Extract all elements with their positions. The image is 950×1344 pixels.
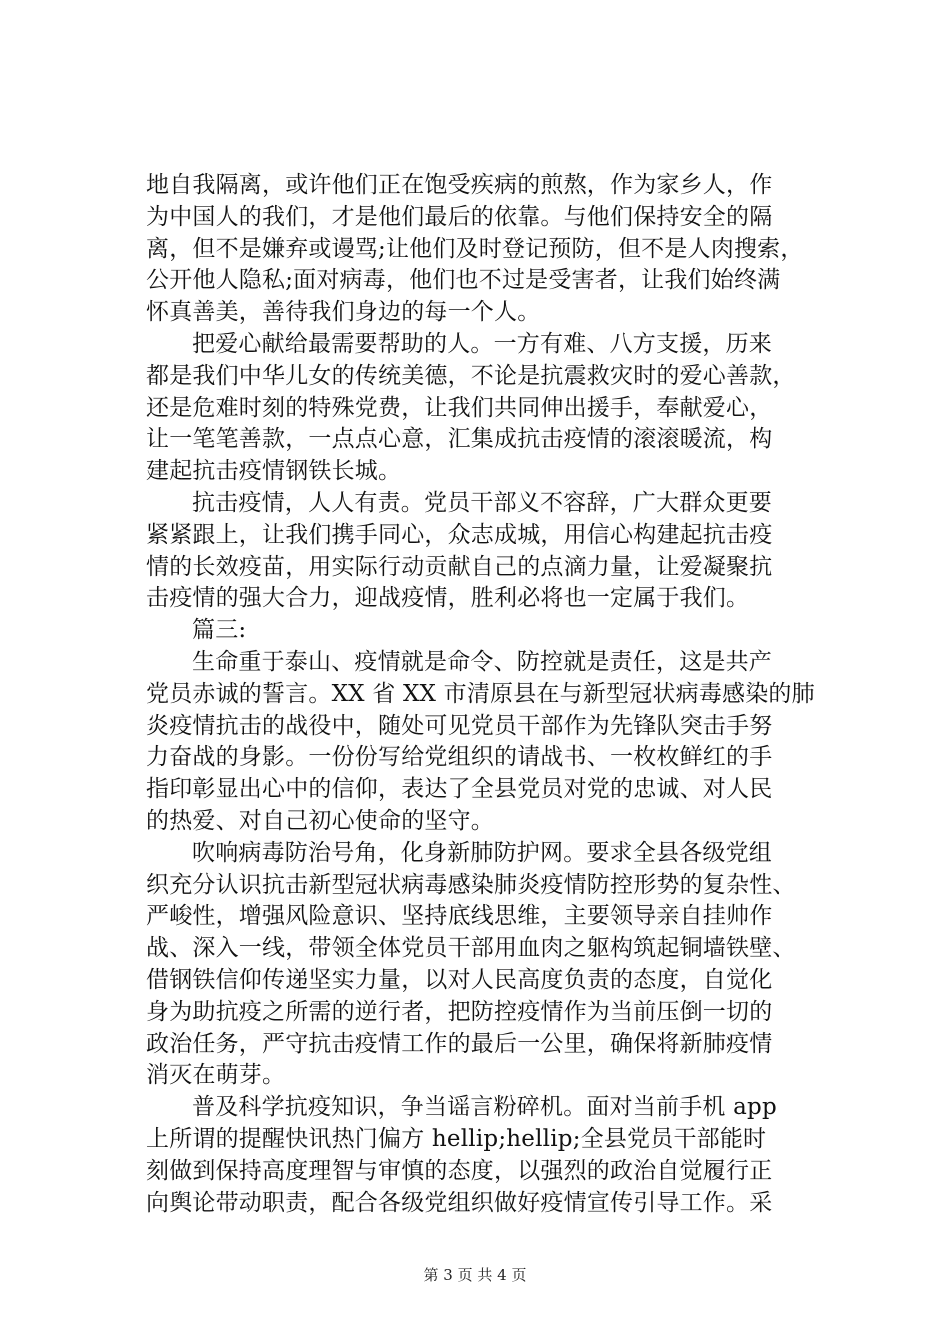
text-line: 生命重于泰山、疫情就是命令、防控就是责任，这是共产: [192, 648, 772, 675]
text-line: 借钢铁信仰传递坚实力量，以对人民高度负责的态度，自觉化: [146, 966, 773, 993]
text-line: 篇三:: [192, 617, 247, 644]
text-line: 把爱心献给最需要帮助的人。一方有难、八方支援，历来: [192, 330, 772, 357]
text-line: 织充分认识抗击新型冠状病毒感染肺炎疫情防控形势的复杂性、: [146, 871, 796, 898]
text-line: 炎疫情抗击的战役中，随处可见党员干部作为先锋队突击手努: [146, 712, 773, 739]
text-line: 让一笔笔善款，一点点心意，汇集成抗击疫情的滚滚暖流，构: [146, 426, 773, 453]
text-line: 向舆论带动职责，配合各级党组织做好疫情宣传引导工作。采: [146, 1189, 773, 1216]
text-line: 抗击疫情，人人有责。党员干部义不容辞，广大群众更要: [192, 489, 772, 516]
text-line: 离，但不是嫌弃或谩骂;让他们及时登记预防，但不是人肉搜索，: [146, 235, 804, 262]
text-line: 都是我们中华儿女的传统美德，不论是抗震救灾时的爱心善款，: [146, 362, 796, 389]
text-line: 政治任务，严守抗击疫情工作的最后一公里，确保将新肺疫情: [146, 1030, 773, 1057]
text-line: 怀真善美，善待我们身边的每一个人。: [146, 299, 541, 326]
document-body: [146, 170, 826, 1219]
text-line: 公开他人隐私;面对病毒，他们也不过是受害者，让我们始终满: [146, 267, 781, 294]
text-line: 党员赤诚的誓言。XX 省 XX 市清原县在与新型冠状病毒感染的肺: [146, 680, 815, 707]
text-line: 的热爱、对自己初心使命的坚守。: [146, 807, 494, 834]
text-line: 击疫情的强大合力，迎战疫情，胜利必将也一定属于我们。: [146, 585, 750, 612]
text-line: 严峻性，增强风险意识、坚持底线思维，主要领导亲自挂帅作: [146, 903, 773, 930]
text-line: 普及科学抗疫知识，争当谣言粉碎机。面对当前手机 app: [192, 1094, 777, 1121]
text-line: 指印彰显出心中的信仰，表达了全县党员对党的忠诚、对人民: [146, 776, 773, 803]
text-line: 紧紧跟上，让我们携手同心，众志成城，用信心构建起抗击疫: [146, 521, 773, 548]
text-line: 上所谓的提醒快讯热门偏方 hellip;hellip;全县党员干部能时: [146, 1125, 767, 1152]
text-line: 力奋战的身影。一份份写给党组织的请战书、一枚枚鲜红的手: [146, 744, 773, 771]
text-line: 情的长效疫苗，用实际行动贡献自己的点滴力量，让爱凝聚抗: [146, 553, 773, 580]
text-line: 身为助抗疫之所需的逆行者，把防控疫情作为当前压倒一切的: [146, 998, 773, 1025]
page-number: 第 3 页 共 4 页: [423, 1266, 527, 1284]
text-line: 为中国人的我们，才是他们最后的依靠。与他们保持安全的隔: [146, 203, 773, 230]
text-line: 地自我隔离，或许他们正在饱受疾病的煎熬，作为家乡人，作: [146, 172, 773, 198]
text-line: 建起抗击疫情钢铁长城。: [146, 458, 402, 485]
text-line: 战、深入一线，带领全体党员干部用血肉之躯构筑起铜墙铁壁、: [146, 935, 796, 962]
text-line: 消灭在萌芽。: [146, 1062, 286, 1089]
text-line: 吹响病毒防治号角，化身新肺防护网。要求全县各级党组: [192, 839, 772, 866]
page-footer: [0, 1264, 950, 1285]
text-line: 还是危难时刻的特殊党费，让我们共同伸出援手，奉献爱心，: [146, 394, 773, 421]
text-line: 刻做到保持高度理智与审慎的态度，以强烈的政治自觉履行正: [146, 1157, 773, 1184]
